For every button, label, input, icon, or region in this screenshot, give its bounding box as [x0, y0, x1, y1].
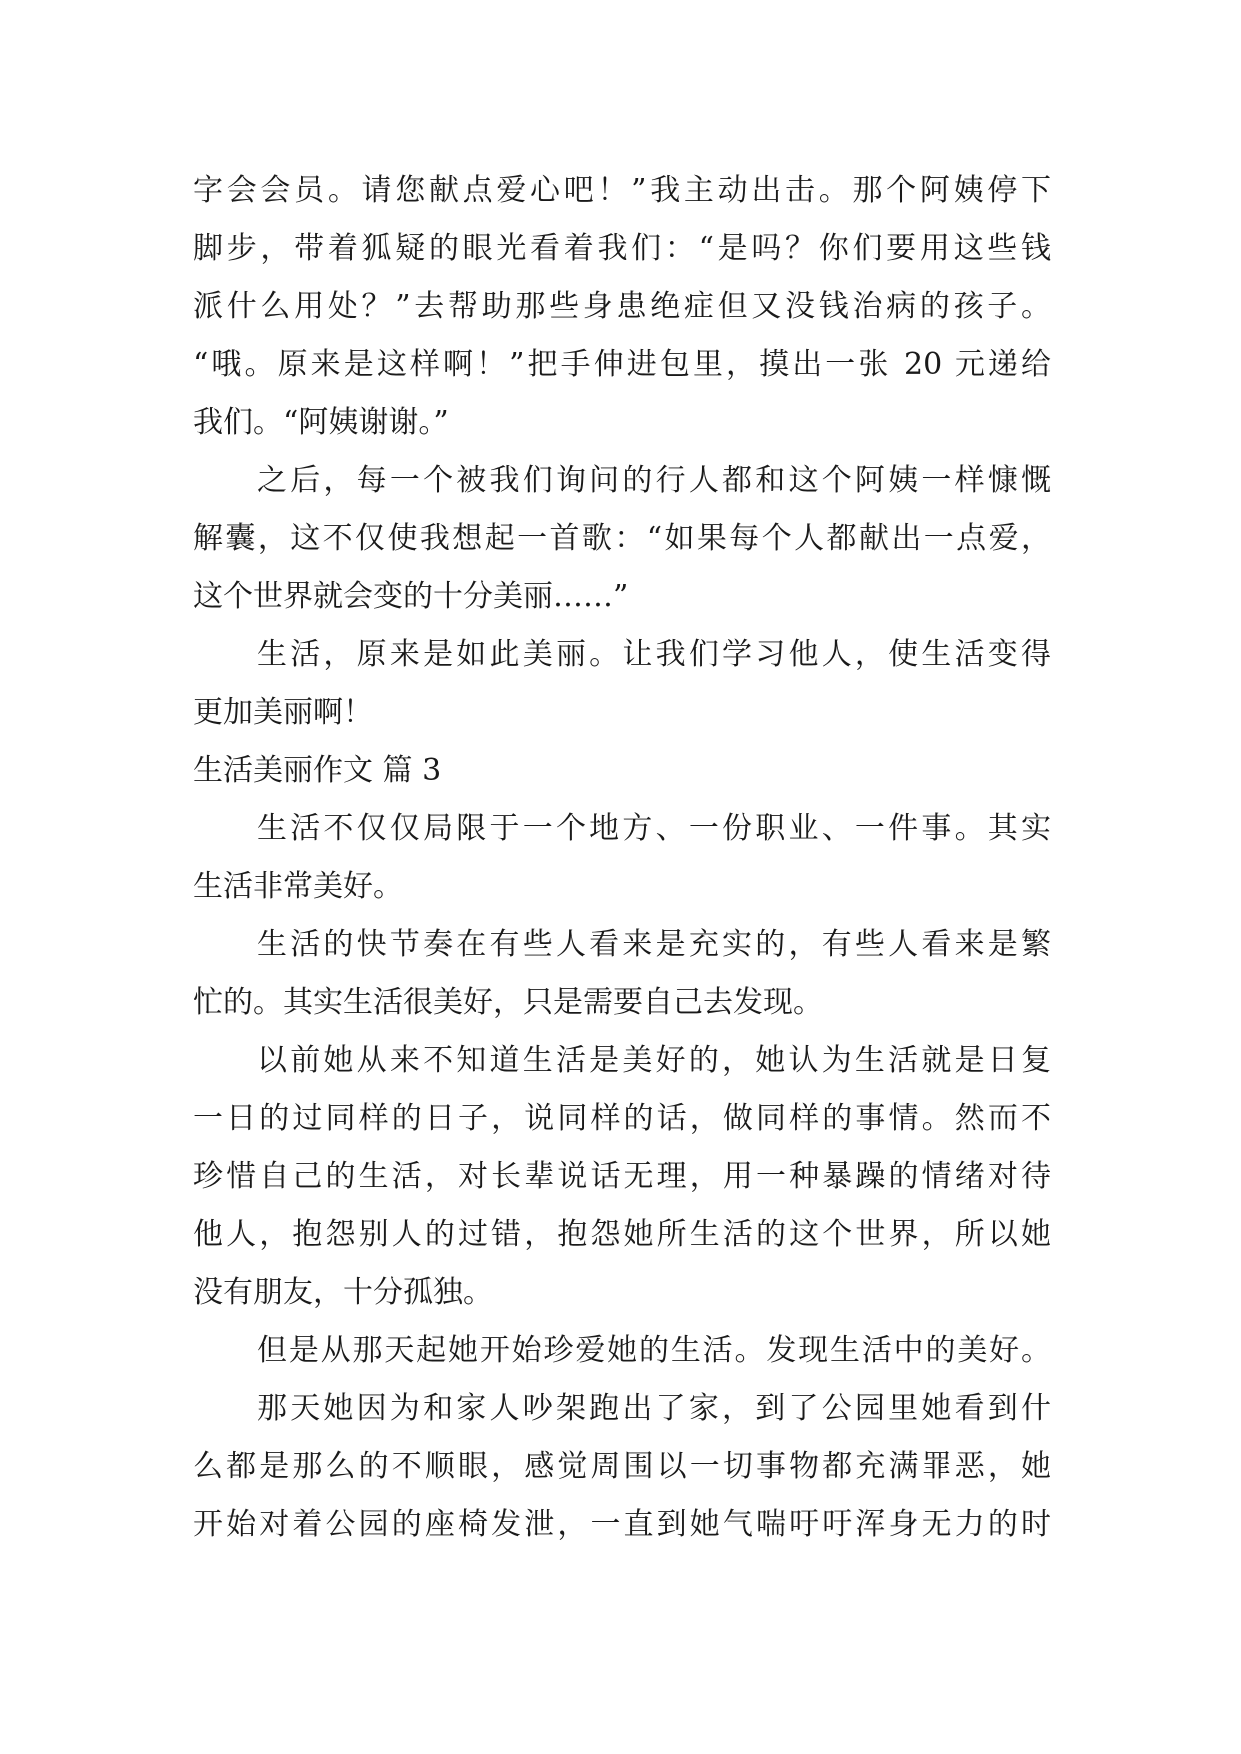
paragraph-first-line: 那天她因为和家人吵架跑出了家，到了公园里她看到什 — [257, 1391, 1051, 1426]
paragraph-first-line: 生活不仅仅局限于一个地方、一份职业、一件事。其实 — [257, 811, 1051, 846]
text-line: 一日的过同样的日子，说同样的话，做同样的事情。然而不 — [193, 1101, 1051, 1136]
text-line: 他人，抱怨别人的过错，抱怨她所生活的这个世界，所以她 — [193, 1217, 1051, 1252]
text-line: 开始对着公园的座椅发泄，一直到她气喘吁吁浑身无力的时 — [193, 1507, 1051, 1542]
text-line: 更加美丽啊！ — [193, 695, 373, 730]
section-heading: 生活美丽作文 篇 3 — [193, 753, 442, 788]
text-line: “哦。原来是这样啊！”把手伸进包里，摸出一张 20 元递给 — [193, 347, 1051, 382]
paragraph-first-line: 生活的快节奏在有些人看来是充实的，有些人看来是繁 — [257, 927, 1051, 962]
text-line: 生活非常美好。 — [193, 869, 403, 904]
text-line: 这个世界就会变的十分美丽……” — [193, 579, 629, 614]
text-line: 忙的。其实生活很美好，只是需要自己去发现。 — [193, 985, 823, 1020]
text-line: 字会会员。请您献点爱心吧！”我主动出击。那个阿姨停下 — [193, 173, 1051, 208]
text-line: 没有朋友，十分孤独。 — [193, 1275, 493, 1310]
text-line: 脚步，带着狐疑的眼光看着我们：“是吗？你们要用这些钱 — [193, 231, 1051, 266]
text-line: 珍惜自己的生活，对长辈说话无理，用一种暴躁的情绪对待 — [193, 1159, 1051, 1194]
paragraph-first-line: 之后，每一个被我们询问的行人都和这个阿姨一样慷慨 — [257, 463, 1051, 498]
paragraph-first-line: 但是从那天起她开始珍爱她的生活。发现生活中的美好。 — [257, 1333, 1051, 1368]
text-line: 解囊，这不仅使我想起一首歌：“如果每个人都献出一点爱， — [193, 521, 1051, 556]
paragraph-first-line: 以前她从来不知道生活是美好的，她认为生活就是日复 — [257, 1043, 1051, 1078]
document-body — [193, 162, 1051, 1554]
text-line: 么都是那么的不顺眼，感觉周围以一切事物都充满罪恶，她 — [193, 1449, 1051, 1484]
text-line: 我们。“阿姨谢谢。” — [193, 405, 449, 440]
text-line: 派什么用处？”去帮助那些身患绝症但又没钱治病的孩子。 — [193, 289, 1051, 324]
paragraph-first-line: 生活，原来是如此美丽。让我们学习他人，使生活变得 — [257, 637, 1051, 672]
